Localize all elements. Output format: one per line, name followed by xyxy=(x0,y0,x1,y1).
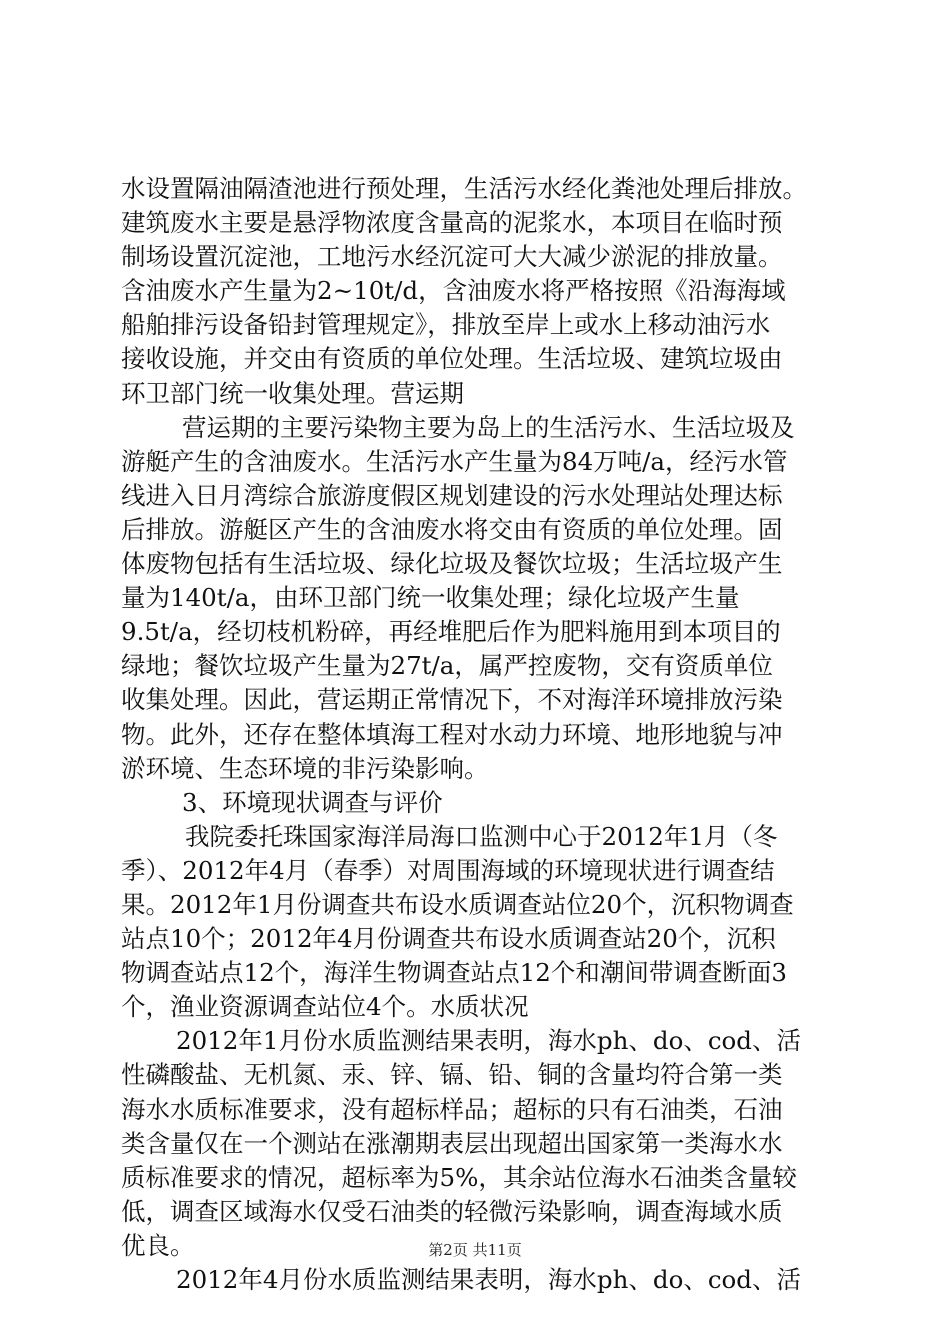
paragraph-start-line: 2012年4月份水质监测结果表明，海水ph、do、cod、活 xyxy=(176,1265,801,1294)
text-line: 量为140t/a，由环卫部门统一收集处理；绿化垃圾产生量 xyxy=(121,583,740,613)
text-line: 类含量仅在一个测站在涨潮期表层出现超出国家第一类海水水 xyxy=(121,1128,783,1158)
text-line: 船舶排污设备铅封管理规定》，排放至岸上或水上移动油污水 xyxy=(121,310,771,340)
paragraph-start-line: 2012年1月份水质监测结果表明，海水ph、do、cod、活 xyxy=(176,1026,801,1056)
text-line: 质标准要求的情况，超标率为5%，其余站位海水石油类含量较 xyxy=(121,1162,797,1192)
text-line: 个，渔业资源调查站位4个。水质状况 xyxy=(121,992,529,1022)
text-line: 物调查站点12个，海洋生物调查站点12个和潮间带调查断面3 xyxy=(121,958,787,988)
text-line: 建筑废水主要是悬浮物浓度含量高的泥浆水，本项目在临时预 xyxy=(121,208,783,238)
paragraph-start-line: 我院委托珠国家海洋局海口监测中心于2012年1月（冬 xyxy=(185,821,778,851)
text-line: 9.5t/a，经切枝机粉碎，再经堆肥后作为肥料施用到本项目的 xyxy=(121,617,781,647)
section-heading: 3、环境现状调查与评价 xyxy=(182,787,443,817)
text-line: 环卫部门统一收集处理。营运期 xyxy=(121,378,464,408)
text-line: 后排放。游艇区产生的含油废水将交由有资质的单位处理。固 xyxy=(121,514,783,544)
page-number-footer: 第2页 共11页 xyxy=(428,1241,522,1259)
text-line: 海水水质标准要求，没有超标样品；超标的只有石油类，石油 xyxy=(121,1094,783,1124)
document-body xyxy=(121,172,833,1297)
text-line: 接收设施，并交由有资质的单位处理。生活垃圾、建筑垃圾由 xyxy=(121,344,783,374)
text-line: 体废物包括有生活垃圾、绿化垃圾及餐饮垃圾；生活垃圾产生 xyxy=(121,549,783,579)
text-line: 游艇产生的含油废水。生活污水产生量为84万吨/a，经污水管 xyxy=(121,446,788,476)
text-line: 绿地；餐饮垃圾产生量为27t/a，属严控废物，交有资质单位 xyxy=(121,651,773,681)
paragraph-start-line: 营运期的主要污染物主要为岛上的生活污水、生活垃圾及 xyxy=(182,412,795,442)
text-line: 制场设置沉淀池，工地污水经沉淀可大大减少淤泥的排放量。 xyxy=(121,242,783,272)
text-line: 水设置隔油隔渣池进行预处理，生活污水经化粪池处理后排放。 xyxy=(121,174,807,203)
text-line: 性磷酸盐、无机氮、汞、锌、镉、铅、铜的含量均符合第一类 xyxy=(121,1060,783,1090)
text-line: 物。此外，还存在整体填海工程对水动力环境、地形地貌与冲 xyxy=(121,719,783,749)
text-line: 优良。 xyxy=(121,1230,195,1260)
text-line: 线进入日月湾综合旅游度假区规划建设的污水处理站处理达标 xyxy=(121,480,783,510)
text-line: 收集处理。因此，营运期正常情况下，不对海洋环境排放污染 xyxy=(121,685,783,715)
text-line: 淤环境、生态环境的非污染影响。 xyxy=(121,753,489,783)
text-line: 果。2012年1月份调查共布设水质调查站位20个，沉积物调查 xyxy=(121,889,794,919)
text-line: 季）、2012年4月（春季）对周围海域的环境现状进行调查结 xyxy=(121,855,775,885)
text-line: 站点10个；2012年4月份调查共布设水质调查站20个，沉积 xyxy=(121,924,776,954)
text-line: 低，调查区域海水仅受石油类的轻微污染影响，调查海域水质 xyxy=(121,1196,783,1226)
text-line: 含油废水产生量为2~10t/d，含油废水将严格按照《沿海海域 xyxy=(121,276,786,306)
